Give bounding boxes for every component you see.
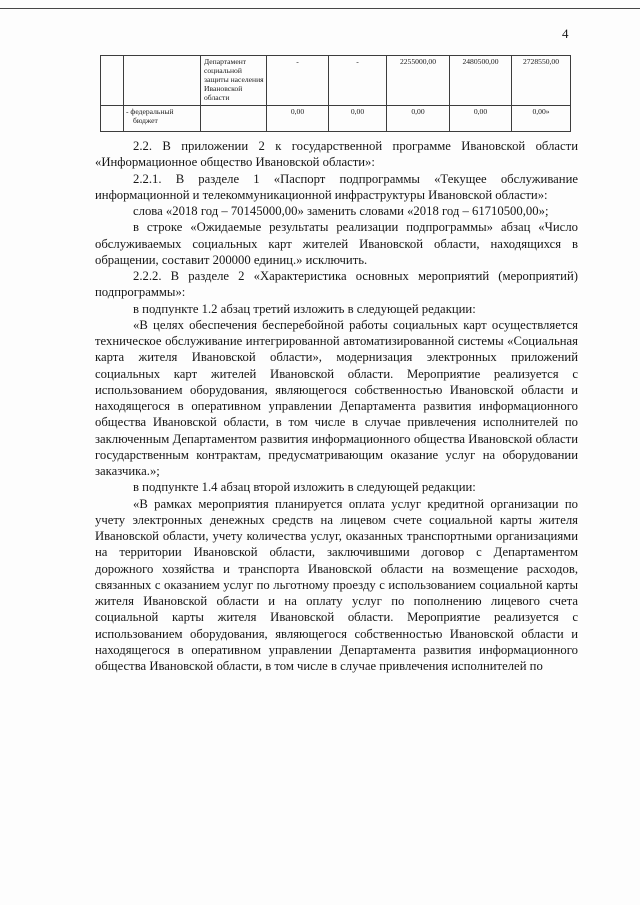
table-cell [201,106,267,132]
page-number: 4 [562,26,569,41]
budget-table-body [101,56,571,132]
paragraph: в подпункте 1.2 абзац третий изложить в следующей редакции: [133,301,476,316]
table-cell: 2728550,00 [512,56,571,106]
paragraph: 2.2.1. В разделе 1 «Паспорт подпрограммы «Текущее обслуживание информационной и телекоммуникационной инфраструктуры Ивановской области»: [95,171,578,202]
table-cell: - [267,56,329,106]
paragraph: в подпункте 1.4 абзац второй изложить в следующей редакции: [133,480,476,495]
table-cell: - федеральный бюджет [124,106,201,132]
table-cell: Департамент социальной защиты населения Ивановской области [201,56,267,106]
paragraph: 2.2.2. В разделе 2 «Характеристика основных мероприятий (мероприятий) подпрограммы»: [95,269,578,300]
document-body [95,138,578,674]
table-cell: 0,00 [267,106,329,132]
table-row [101,106,571,132]
table-cell: 2255000,00 [387,56,450,106]
paragraph: «В рамках мероприятия планируется оплата услуг кредитной организации по учету электронных денежных средств на лицевом счете социальной карты жителя Ивановской области, учету количества услуг, оказанных транспортными организациями на территории Ивановской области, заключившими договор с Департаментом дорожного хозяйства и транспорта Ивановской области на возмещение расходов, связанных с оказанием услуг по льготному проезду с использованием социальной карты жителя Ивановской области и на оплату услуг по пополнению лицевого счета социальной карты жителя Ивановской области. Мероприятие реализуется с использованием оборудования, являющегося собственностью Ивановской области и находящегося в оперативном управлении Департамента развития информационного общества Ивановской области, в том числе в случае привлечения исполнителей по [95,496,578,673]
budget-table [100,55,571,132]
table-cell [124,56,201,106]
table-row [101,56,571,106]
table-cell: 0,00» [512,106,571,132]
table-cell: 0,00 [329,106,387,132]
scan-edge-line [0,8,640,9]
table-cell [101,106,124,132]
table-cell: 2480500,00 [450,56,512,106]
paragraph: «В целях обеспечения бесперебойной работы социальных карт осуществляется техническое обслуживание интегрированной автоматизированной системы «Социальная карта жителя Ивановской области», модернизация электронных приложений социальных карт жителей Ивановской области. Мероприятие реализуется с использованием оборудования, являющегося собственностью Ивановской области и находящегося в оперативном управлении Департамента развития информационного общества Ивановской области, в том числе в случае привлечения исполнителей по заключенным Департаментом развития информационного общества Ивановской области государственным контрактам, предусматривающим оказание услуг на оборудовании заказчика.»; [95,317,578,478]
paragraph: 2.2. В приложении 2 к государственной программе Ивановской области «Информационное общество Ивановской области»: [95,139,578,170]
table-cell: 0,00 [387,106,450,132]
table-cell: 0,00 [450,106,512,132]
paragraph: слова «2018 год – 70145000,00» заменить словами «2018 год – 61710500,00»; [133,204,549,218]
paragraph: в строке «Ожидаемые результаты реализации подпрограммы» абзац «Число обслуживаемых социальных карт жителей Ивановской области, находящихся в обращении, составит 200000 единиц.» исключить. [95,220,578,267]
table-cell: - [329,56,387,106]
table-cell [101,56,124,106]
